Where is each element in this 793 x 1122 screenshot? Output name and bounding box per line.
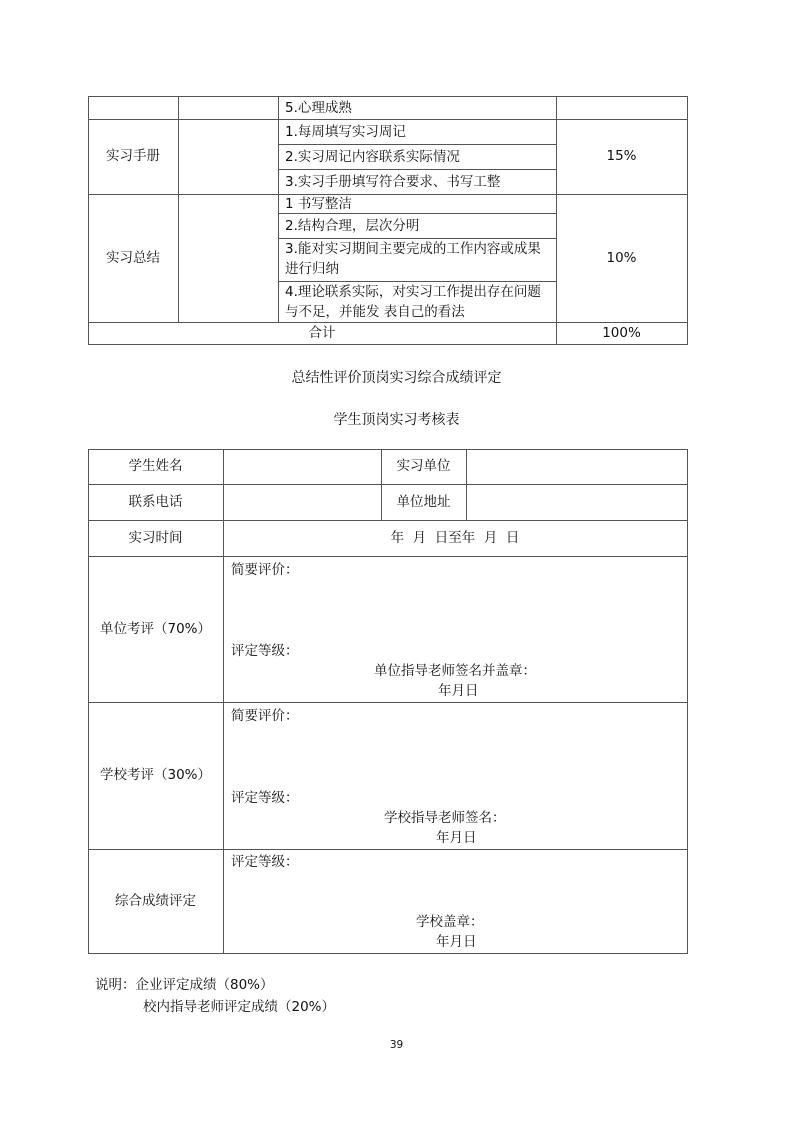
student-name-field[interactable] xyxy=(224,450,381,484)
handbook-weight: 15% xyxy=(606,148,637,164)
table-title: 学生顶岗实习考核表 xyxy=(333,412,460,428)
overall-date-label: 年月日 xyxy=(436,934,477,950)
school-seal-label: 学校盖章： xyxy=(416,914,484,930)
unit-address-label: 单位地址 xyxy=(396,493,451,510)
note-line-2: 校内指导老师评定成绩（20%） xyxy=(143,999,336,1015)
page-number: 39 xyxy=(389,1039,404,1051)
company-evaluation-label: 单位考评（70%） xyxy=(99,620,211,637)
summary-criterion-4: 4.理论联系实际，对实习工作提出存在问题与不足，并能发 表自己的看法 xyxy=(285,284,541,320)
handbook-criterion-1: 1.每周填写实习周记 xyxy=(285,124,406,140)
overall-grade-label: 综合成绩评定 xyxy=(115,892,196,909)
summary-criterion-3: 3.能对实习期间主要完成的工作内容或成果进行归纳 xyxy=(285,241,541,277)
unit-address-field[interactable] xyxy=(467,485,687,520)
summary-label: 实习总结 xyxy=(106,249,160,266)
summary-weight: 10% xyxy=(606,249,637,266)
criterion-psychological-maturity: 5.心理成熟 xyxy=(285,100,352,116)
phone-label: 联系电话 xyxy=(128,493,183,510)
section-title: 总结性评价顶岗实习综合成绩评定 xyxy=(291,370,502,386)
phone-field[interactable] xyxy=(224,485,381,520)
company-grade-label: 评定等级： xyxy=(231,643,299,659)
internship-period-value[interactable]: 年 月 日至年 月 日 xyxy=(390,529,520,546)
school-brief-eval-label: 简要评价： xyxy=(231,708,299,724)
total-label: 合计 xyxy=(308,324,336,341)
handbook-criterion-3: 3.实习手册填写符合要求、书写工整 xyxy=(285,174,501,190)
total-weight: 100% xyxy=(602,324,641,341)
company-date-label: 年月日 xyxy=(438,683,479,699)
summary-criterion-2: 2.结构合理，层次分明 xyxy=(285,218,420,234)
school-evaluation-label: 学校考评（30%） xyxy=(99,767,211,783)
overall-grade-field-label: 评定等级： xyxy=(231,854,299,870)
internship-unit-label: 实习单位 xyxy=(396,458,451,474)
school-supervisor-signature-label: 学校指导老师签名： xyxy=(384,810,506,826)
student-name-label: 学生姓名 xyxy=(128,458,183,474)
company-brief-eval-label: 简要评价： xyxy=(231,562,299,578)
handbook-criterion-2: 2.实习周记内容联系实际情况 xyxy=(285,149,460,165)
internship-period-label: 实习时间 xyxy=(128,529,183,546)
company-supervisor-signature-label: 单位指导老师签名并盖章： xyxy=(374,663,536,679)
school-date-label: 年月日 xyxy=(436,830,477,846)
note-line-1: 说明：企业评定成绩（80%） xyxy=(95,977,274,993)
handbook-label: 实习手册 xyxy=(106,148,160,164)
school-grade-label: 评定等级： xyxy=(231,790,299,806)
internship-unit-field[interactable] xyxy=(467,450,687,484)
summary-criterion-1: 1 书写整洁 xyxy=(285,196,352,212)
